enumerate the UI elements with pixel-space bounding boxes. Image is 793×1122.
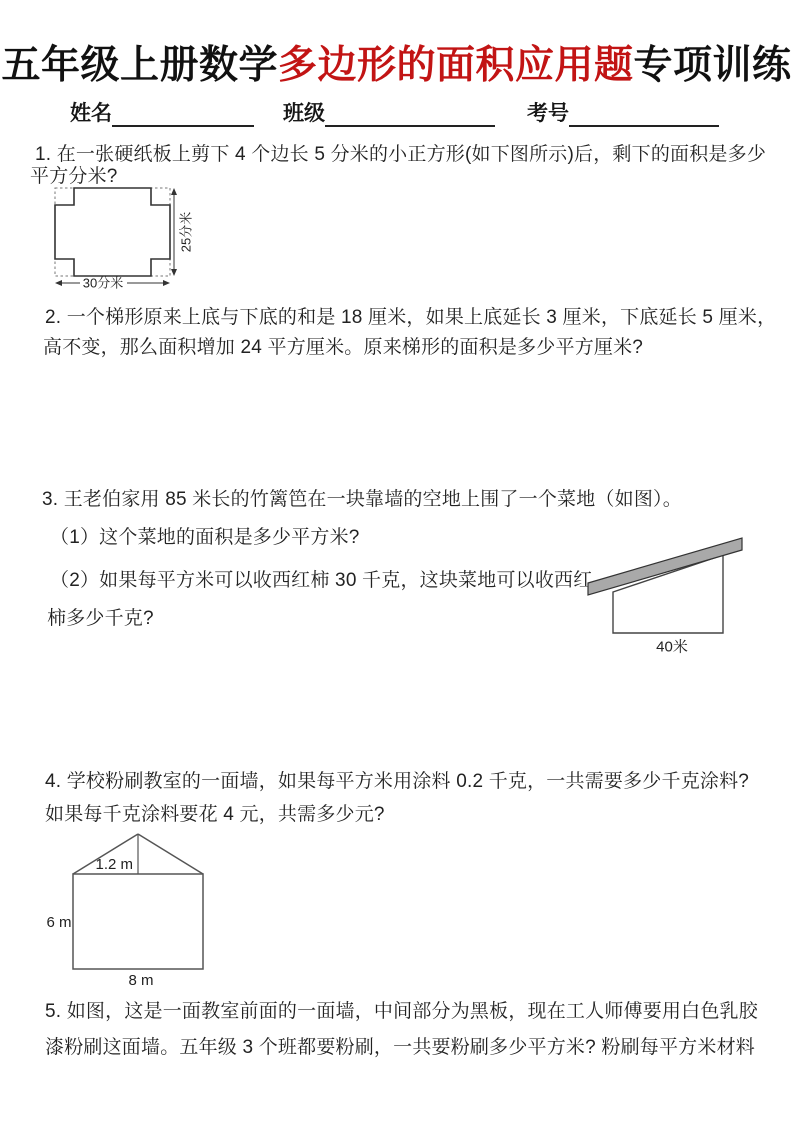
exam-number-blank-line bbox=[569, 105, 719, 127]
name-field-group bbox=[70, 97, 254, 127]
name-field-label: 姓名 bbox=[70, 102, 112, 125]
roof-right-edge bbox=[138, 834, 203, 874]
q3-text-line1: 3. 王老伯家用 85 米长的竹篱笆在一块靠墙的空地上围了一个菜地（如图）。 bbox=[42, 489, 682, 510]
title-black-2: 专项训练 bbox=[633, 44, 792, 87]
q3-subquestion-2-line1: （2）如果每平方米可以收西红柿 30 千克，这块菜地可以收西红 bbox=[50, 570, 593, 591]
wall-height-label: 6 m bbox=[46, 914, 72, 931]
name-blank-line bbox=[112, 105, 254, 127]
q3-subquestion-1: （1）这个菜地的面积是多少平方米? bbox=[50, 527, 360, 548]
arrow-up-icon bbox=[171, 188, 177, 195]
q1-figure-cardboard bbox=[50, 186, 210, 298]
title-black-1: 五年级上册数学 bbox=[1, 44, 278, 87]
q3-figure-vegetable-plot bbox=[575, 518, 793, 663]
class-field-group bbox=[283, 97, 495, 127]
arrow-left-icon bbox=[55, 280, 62, 286]
wall-rectangle bbox=[73, 874, 203, 969]
width-dimension-label: 30分米 bbox=[82, 275, 124, 291]
q3-subquestion-2-line2: 柿多少千克? bbox=[47, 608, 154, 629]
wall-width-label: 8 m bbox=[128, 972, 154, 989]
class-field-label: 班级 bbox=[283, 102, 325, 125]
plot-base-dimension-label: 40米 bbox=[656, 638, 688, 656]
remaining-shape-outline bbox=[55, 188, 170, 276]
class-blank-line bbox=[325, 105, 495, 127]
q1-text-line1: 1. 在一张硬纸板上剪下 4 个边长 5 分米的小正方形(如下图所示)后，剩下的面积是多少 bbox=[35, 144, 767, 165]
worksheet-title bbox=[0, 34, 793, 90]
q4-text-line1: 4. 学校粉刷教室的一面墙，如果每平方米用涂料 0.2 千克，一共需要多少千克涂料? bbox=[45, 771, 750, 792]
q5-text-line2: 漆粉刷这面墙。五年级 3 个班都要粉刷，一共要粉刷多少平方米? 粉刷每平方米材料 bbox=[45, 1037, 755, 1058]
title-red: 多边形的面积应用题 bbox=[277, 44, 634, 87]
q2-text-line1: 2. 一个梯形原来上底与下底的和是 18 厘米，如果上底延长 3 厘米，下底延长 5 厘米， bbox=[45, 307, 777, 328]
q2-text-line2: 高不变，那么面积增加 24 平方厘米。原来梯形的面积是多少平方厘米? bbox=[43, 337, 644, 358]
exam-number-field-group bbox=[527, 97, 719, 127]
exam-number-field-label: 考号 bbox=[527, 102, 569, 125]
q4-text-line2: 如果每千克涂料要花 4 元，共需多少元? bbox=[45, 804, 385, 825]
q1-text-line2: 平方分米? bbox=[30, 166, 118, 187]
q4-figure-wall bbox=[40, 828, 265, 993]
original-rectangle-dotted bbox=[55, 188, 170, 276]
q5-text-line1: 5. 如图，这是一面教室前面的一面墙，中间部分为黑板，现在工人师傅要用白色乳胶 bbox=[45, 1001, 758, 1022]
roof-height-label: 1.2 m bbox=[95, 856, 133, 873]
arrow-right-icon bbox=[163, 280, 170, 286]
arrow-down-icon bbox=[171, 269, 177, 276]
height-dimension-label: 25分米 bbox=[178, 211, 194, 253]
